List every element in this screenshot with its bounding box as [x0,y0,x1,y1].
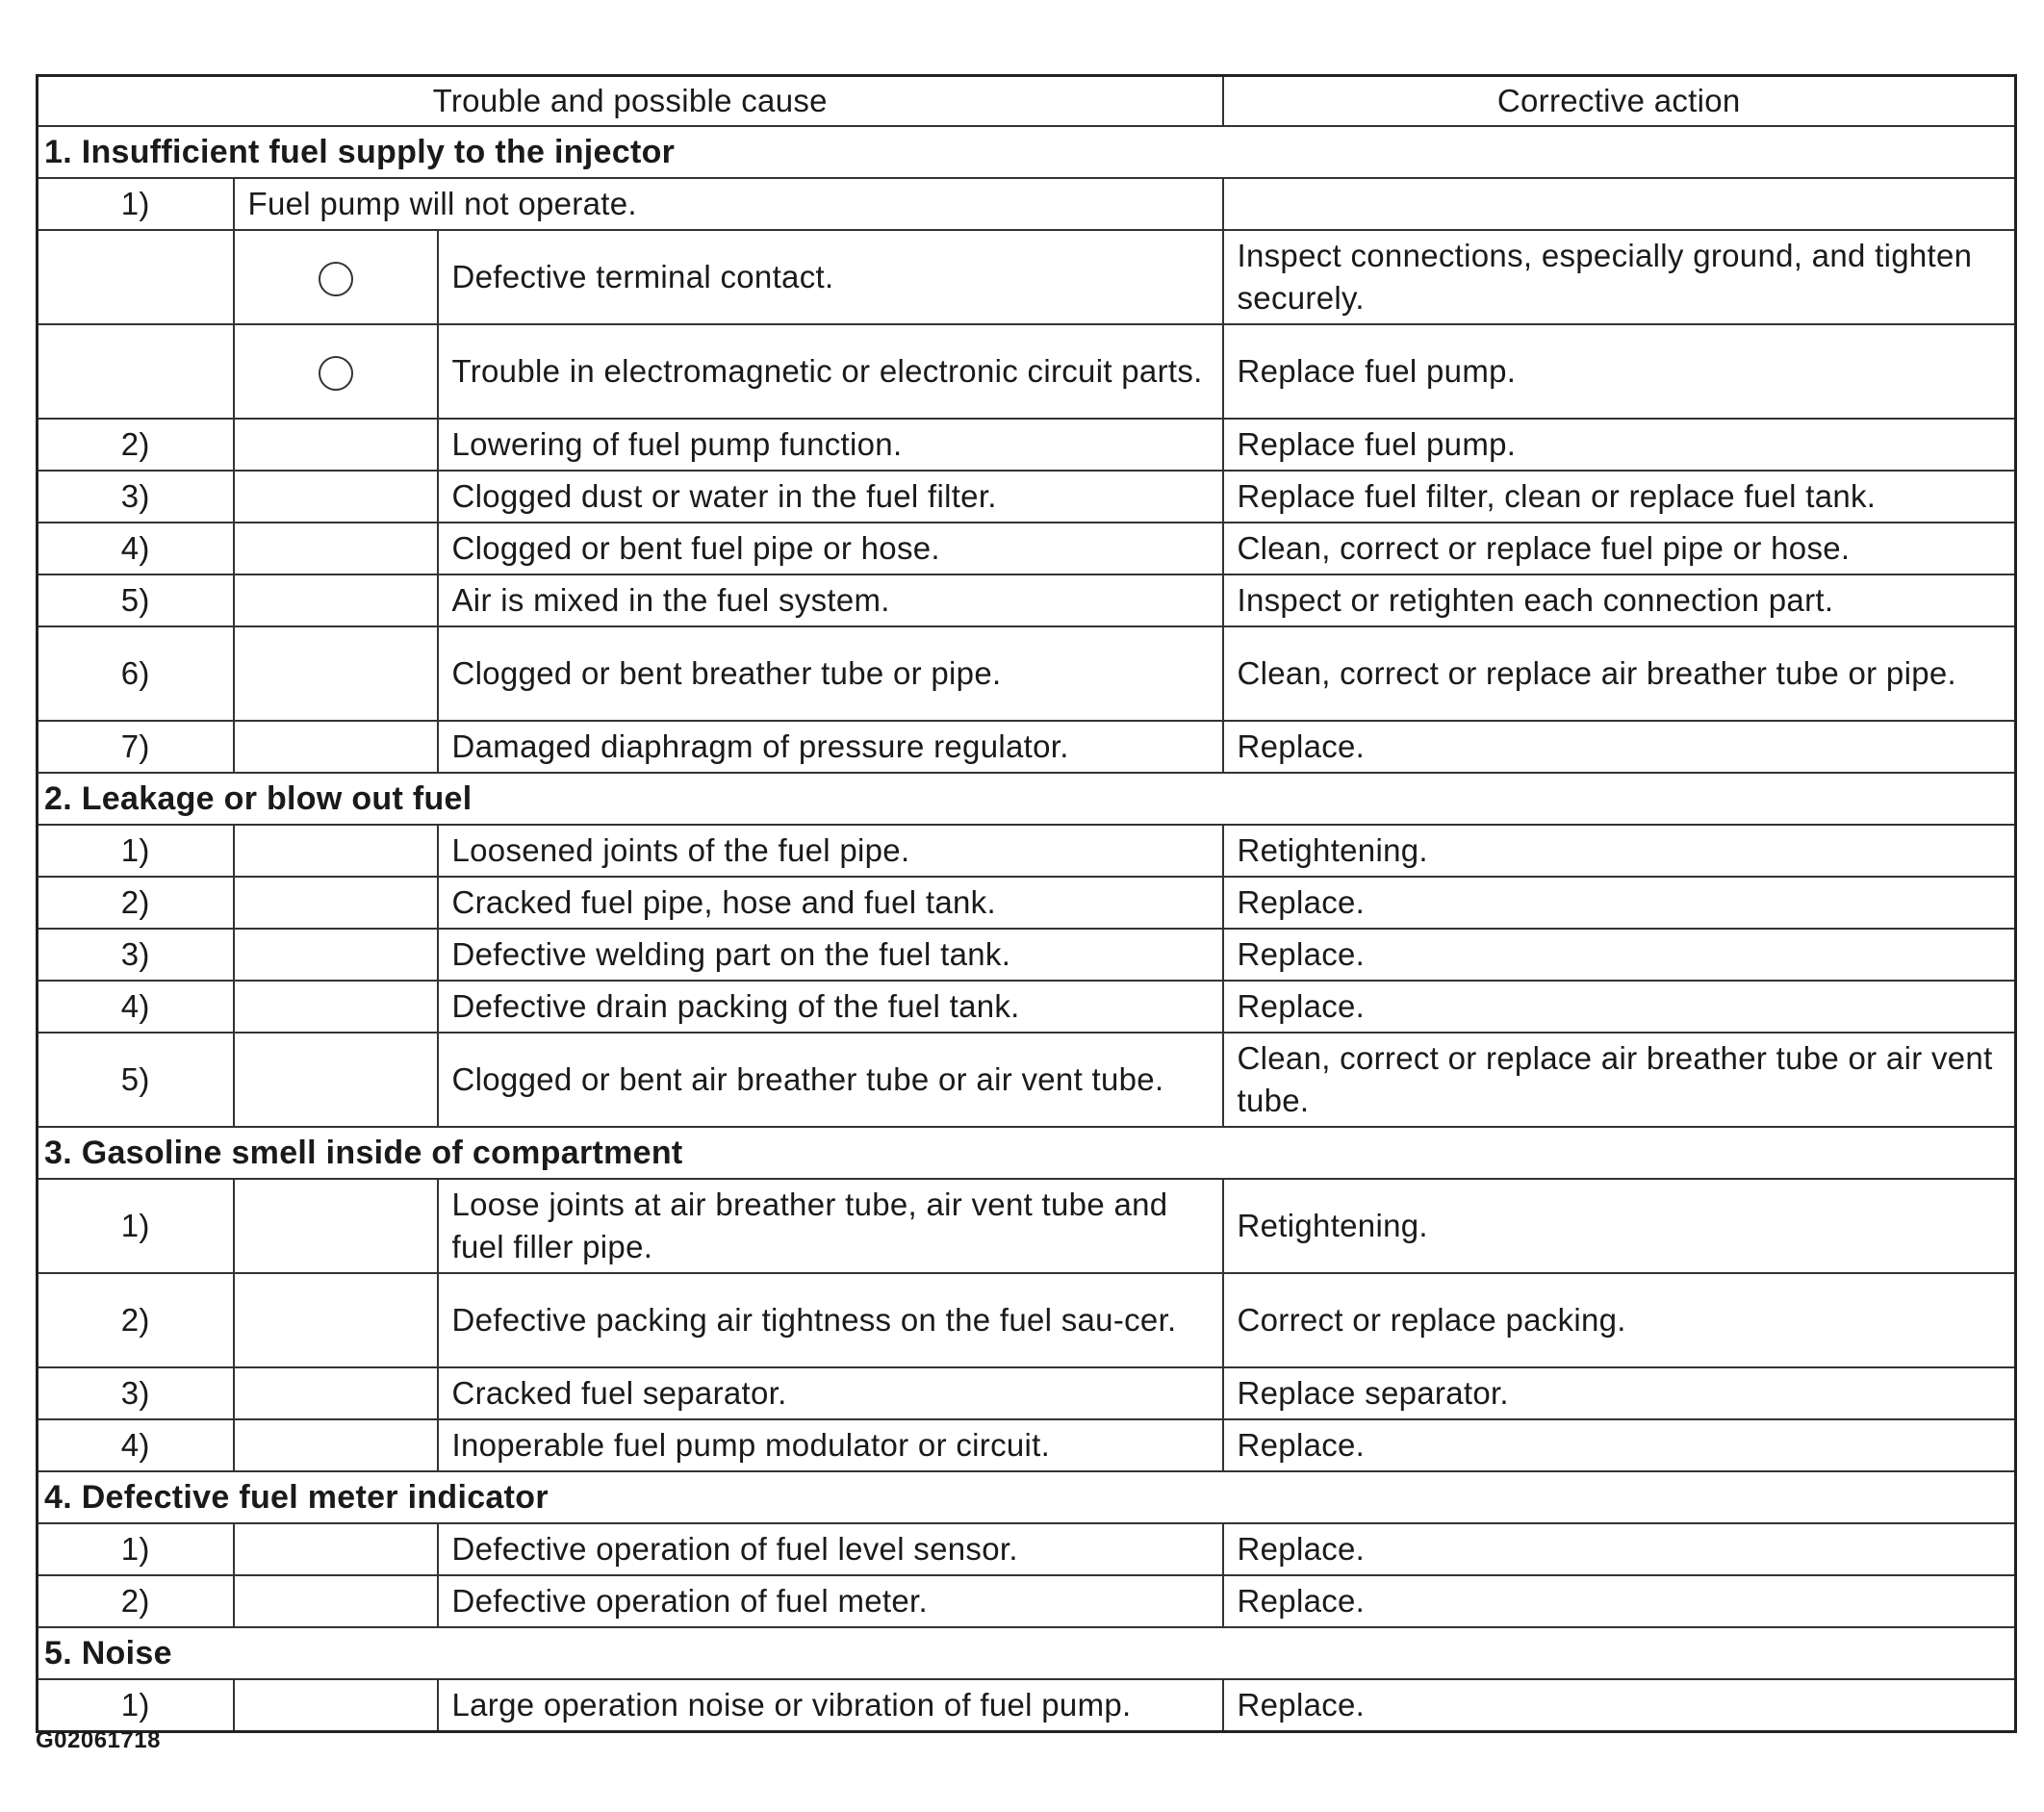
item-cause: Defective terminal contact. [438,230,1223,324]
item-action: Retightening. [1223,1179,2016,1273]
section-title: 5. Noise [38,1627,2016,1679]
section-row [38,1471,2016,1523]
item-cause: Lowering of fuel pump function. [438,419,1223,471]
section-title: 1. Insufficient fuel supply to the injector [38,126,2016,178]
item-cause: Inoperable fuel pump modulator or circuit. [438,1419,1223,1471]
item-number: 1) [38,825,234,877]
item-number: 3) [38,929,234,981]
item-action: Inspect connections, especially ground, and tighten securely. [1223,230,2016,324]
item-action: Correct or replace packing. [1223,1273,2016,1367]
item-cause: Damaged diaphragm of pressure regulator. [438,721,1223,773]
empty-cell [234,574,438,626]
section-title: 2. Leakage or blow out fuel [38,773,2016,825]
table-row [38,523,2016,574]
table-row [38,471,2016,523]
item-cause: Loosened joints of the fuel pipe. [438,825,1223,877]
table-row [38,929,2016,981]
item-number: 4) [38,523,234,574]
item-number: 2) [38,1575,234,1627]
item-number [38,230,234,324]
table-row [38,1273,2016,1367]
item-cause: Defective operation of fuel meter. [438,1575,1223,1627]
empty-cell [234,419,438,471]
item-action: Replace. [1223,981,2016,1033]
table-row [38,1179,2016,1273]
table-row [38,626,2016,721]
empty-cell [234,721,438,773]
item-number: 5) [38,574,234,626]
empty-cell [234,1575,438,1627]
item-action [1223,178,2016,230]
table-row [38,1679,2016,1732]
item-action: Replace. [1223,929,2016,981]
header-trouble: Trouble and possible cause [38,76,1223,127]
table-row [38,721,2016,773]
item-number: 3) [38,1367,234,1419]
item-action: Replace. [1223,1523,2016,1575]
item-number: 2) [38,419,234,471]
empty-cell [234,877,438,929]
header-corrective-action: Corrective action [1223,76,2016,127]
item-action: Retightening. [1223,825,2016,877]
table-row [38,1523,2016,1575]
item-cause: Cracked fuel pipe, hose and fuel tank. [438,877,1223,929]
troubleshooting-table [36,74,2017,1733]
section-title: 3. Gasoline smell inside of compartment [38,1127,2016,1179]
table-row [38,178,2016,230]
bullet-cell [234,230,438,324]
table-row [38,825,2016,877]
item-number: 4) [38,981,234,1033]
item-cause: Trouble in electromagnetic or electronic circuit parts. [438,324,1223,419]
empty-cell [234,1523,438,1575]
header-row [38,76,2016,127]
item-number: 7) [38,721,234,773]
empty-cell [234,1179,438,1273]
item-cause: Fuel pump will not operate. [234,178,1223,230]
item-number: 4) [38,1419,234,1471]
circle-bullet-icon [319,356,353,391]
section-row [38,773,2016,825]
table-row [38,1575,2016,1627]
circle-bullet-icon [319,262,353,296]
item-action: Inspect or retighten each connection part. [1223,574,2016,626]
item-action: Replace fuel pump. [1223,419,2016,471]
item-number [38,324,234,419]
table-row [38,230,2016,324]
empty-cell [234,981,438,1033]
empty-cell [234,1419,438,1471]
item-action: Clean, correct or replace air breather tube or pipe. [1223,626,2016,721]
item-number: 1) [38,178,234,230]
empty-cell [234,929,438,981]
item-cause: Defective drain packing of the fuel tank. [438,981,1223,1033]
item-cause: Defective operation of fuel level sensor. [438,1523,1223,1575]
section-row [38,1127,2016,1179]
item-number: 1) [38,1523,234,1575]
item-action: Replace. [1223,877,2016,929]
item-cause: Clogged or bent air breather tube or air vent tube. [438,1033,1223,1127]
table-row [38,981,2016,1033]
table-row [38,574,2016,626]
item-action: Clean, correct or replace air breather tube or air vent tube. [1223,1033,2016,1127]
table-row [38,1367,2016,1419]
item-action: Replace separator. [1223,1367,2016,1419]
item-action: Replace fuel pump. [1223,324,2016,419]
empty-cell [234,825,438,877]
table-body [38,76,2016,1732]
empty-cell [234,523,438,574]
table-row [38,1033,2016,1127]
item-action: Replace. [1223,1419,2016,1471]
item-number: 2) [38,1273,234,1367]
empty-cell [234,1679,438,1732]
item-cause: Clogged or bent fuel pipe or hose. [438,523,1223,574]
item-action: Replace fuel filter, clean or replace fuel tank. [1223,471,2016,523]
item-number: 5) [38,1033,234,1127]
bullet-cell [234,324,438,419]
table-row [38,877,2016,929]
item-action: Replace. [1223,1679,2016,1732]
item-action: Replace. [1223,1575,2016,1627]
item-number: 1) [38,1679,234,1732]
item-action: Clean, correct or replace fuel pipe or hose. [1223,523,2016,574]
item-number: 2) [38,877,234,929]
item-cause: Cracked fuel separator. [438,1367,1223,1419]
empty-cell [234,626,438,721]
item-action: Replace. [1223,721,2016,773]
section-row [38,1627,2016,1679]
item-number: 1) [38,1179,234,1273]
item-cause: Defective packing air tightness on the fuel sau-cer. [438,1273,1223,1367]
section-row [38,126,2016,178]
table-row [38,1419,2016,1471]
empty-cell [234,1367,438,1419]
item-cause: Clogged dust or water in the fuel filter. [438,471,1223,523]
empty-cell [234,471,438,523]
section-title: 4. Defective fuel meter indicator [38,1471,2016,1523]
empty-cell [234,1033,438,1127]
table-row [38,419,2016,471]
item-cause: Loose joints at air breather tube, air vent tube and fuel filler pipe. [438,1179,1223,1273]
item-cause: Air is mixed in the fuel system. [438,574,1223,626]
item-number: 3) [38,471,234,523]
item-cause: Clogged or bent breather tube or pipe. [438,626,1223,721]
item-number: 6) [38,626,234,721]
item-cause: Defective welding part on the fuel tank. [438,929,1223,981]
item-cause: Large operation noise or vibration of fuel pump. [438,1679,1223,1732]
table-row [38,324,2016,419]
figure-id-label: G02061718 [36,1727,161,1753]
empty-cell [234,1273,438,1367]
